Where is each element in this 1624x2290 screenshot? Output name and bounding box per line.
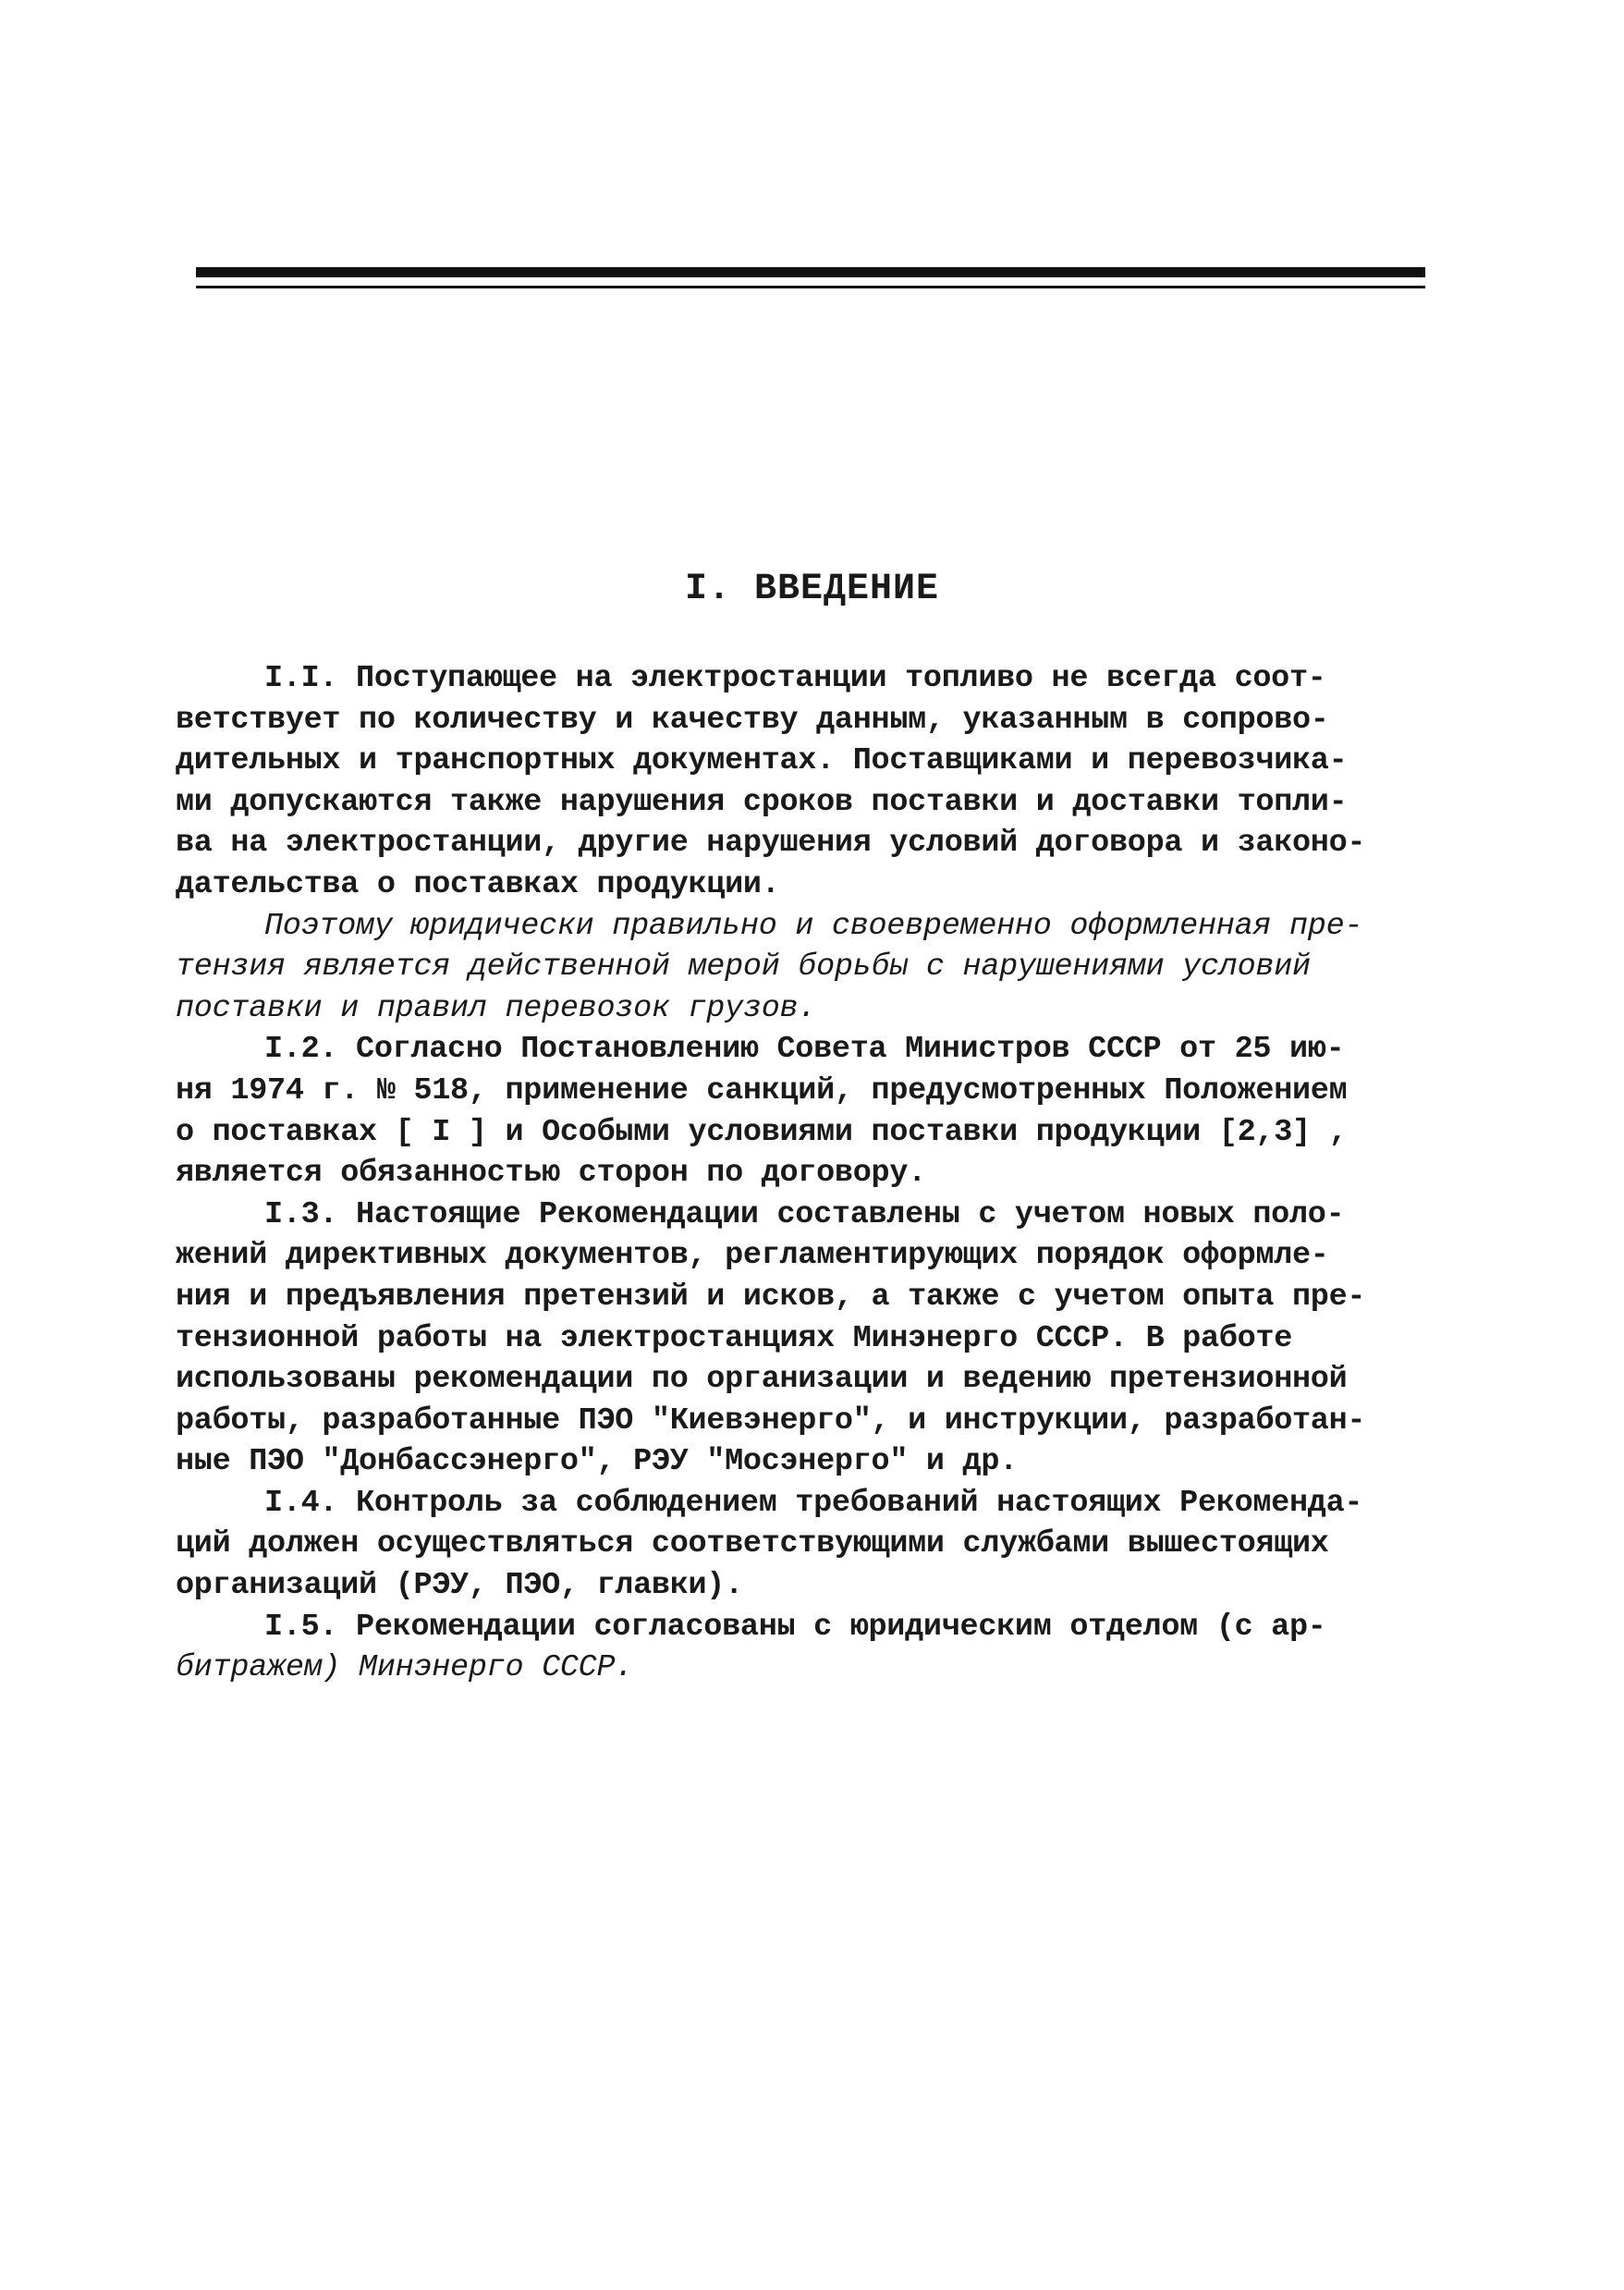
- header-rule-thick: [196, 267, 1425, 277]
- text-line: является обязанностью сторон по договору.: [176, 1156, 926, 1192]
- text-line: использованы рекомендации по организации и ведению претензионной: [176, 1362, 1348, 1398]
- text-line: ва на электростанции, другие нарушения условий договора и законо-: [176, 826, 1366, 862]
- text-line: жений директивных документов, регламентирующих порядок оформле-: [176, 1238, 1329, 1274]
- text-line: работы, разработанные ПЭО "Киевэнерго", и инструкции, разработан-: [176, 1402, 1366, 1439]
- text-line: тензионной работы на электростанциях Минэнерго СССР. В работе: [176, 1320, 1293, 1356]
- text-line: организаций (РЭУ, ПЭО, главки).: [176, 1568, 743, 1604]
- text-line: дательства о поставках продукции.: [176, 866, 780, 902]
- header-rule-thin: [196, 286, 1425, 288]
- text-line: Поэтому юридически правильно и своевременно оформленная пре-: [264, 908, 1363, 944]
- text-line: ня 1974 г. № 518, применение санкций, предусмотренных Положением: [176, 1072, 1348, 1108]
- text-line: дительных и транспортных документах. Поставщиками и перевозчика-: [176, 743, 1348, 779]
- text-line: ветствует по количеству и качеству данным, указанным в сопрово-: [176, 702, 1329, 738]
- text-line: ния и предъявления претензий и исков, а также с учетом опыта пре-: [176, 1279, 1366, 1315]
- text-line: I.I. Поступающее на электростанции топливо не всегда соот-: [264, 661, 1326, 696]
- text-line: ные ПЭО "Донбассэнерго", РЭУ "Мосэнерго" и др.: [176, 1444, 1018, 1480]
- text-line: битражем) Минэнерго СССР.: [176, 1650, 634, 1686]
- text-line: I.5. Рекомендации согласованы с юридическим отделом (с ар-: [264, 1609, 1326, 1645]
- text-line: I.3. Настоящие Рекомендации составлены с учетом новых поло-: [264, 1196, 1345, 1232]
- text-line: о поставках [ I ] и Особыми условиями поставки продукции [2,3] ,: [176, 1114, 1348, 1150]
- text-line: поставки и правил перевозок грузов.: [176, 990, 817, 1026]
- text-line: I.4. Контроль за соблюдением требований настоящих Рекоменда-: [264, 1485, 1363, 1521]
- body-text: [176, 658, 1433, 1689]
- section-heading: I. ВВЕДЕНИЕ: [684, 569, 940, 610]
- text-line: I.2. Согласно Постановлению Совета Министров СССР от 25 ию-: [264, 1032, 1345, 1068]
- text-line: ми допускаются также нарушения сроков поставки и доставки топли-: [176, 784, 1348, 820]
- text-line: ций должен осуществляться соответствующими службами вышестоящих: [176, 1526, 1329, 1562]
- text-line: тензия является действенной мерой борьбы с нарушениями условий: [176, 949, 1311, 986]
